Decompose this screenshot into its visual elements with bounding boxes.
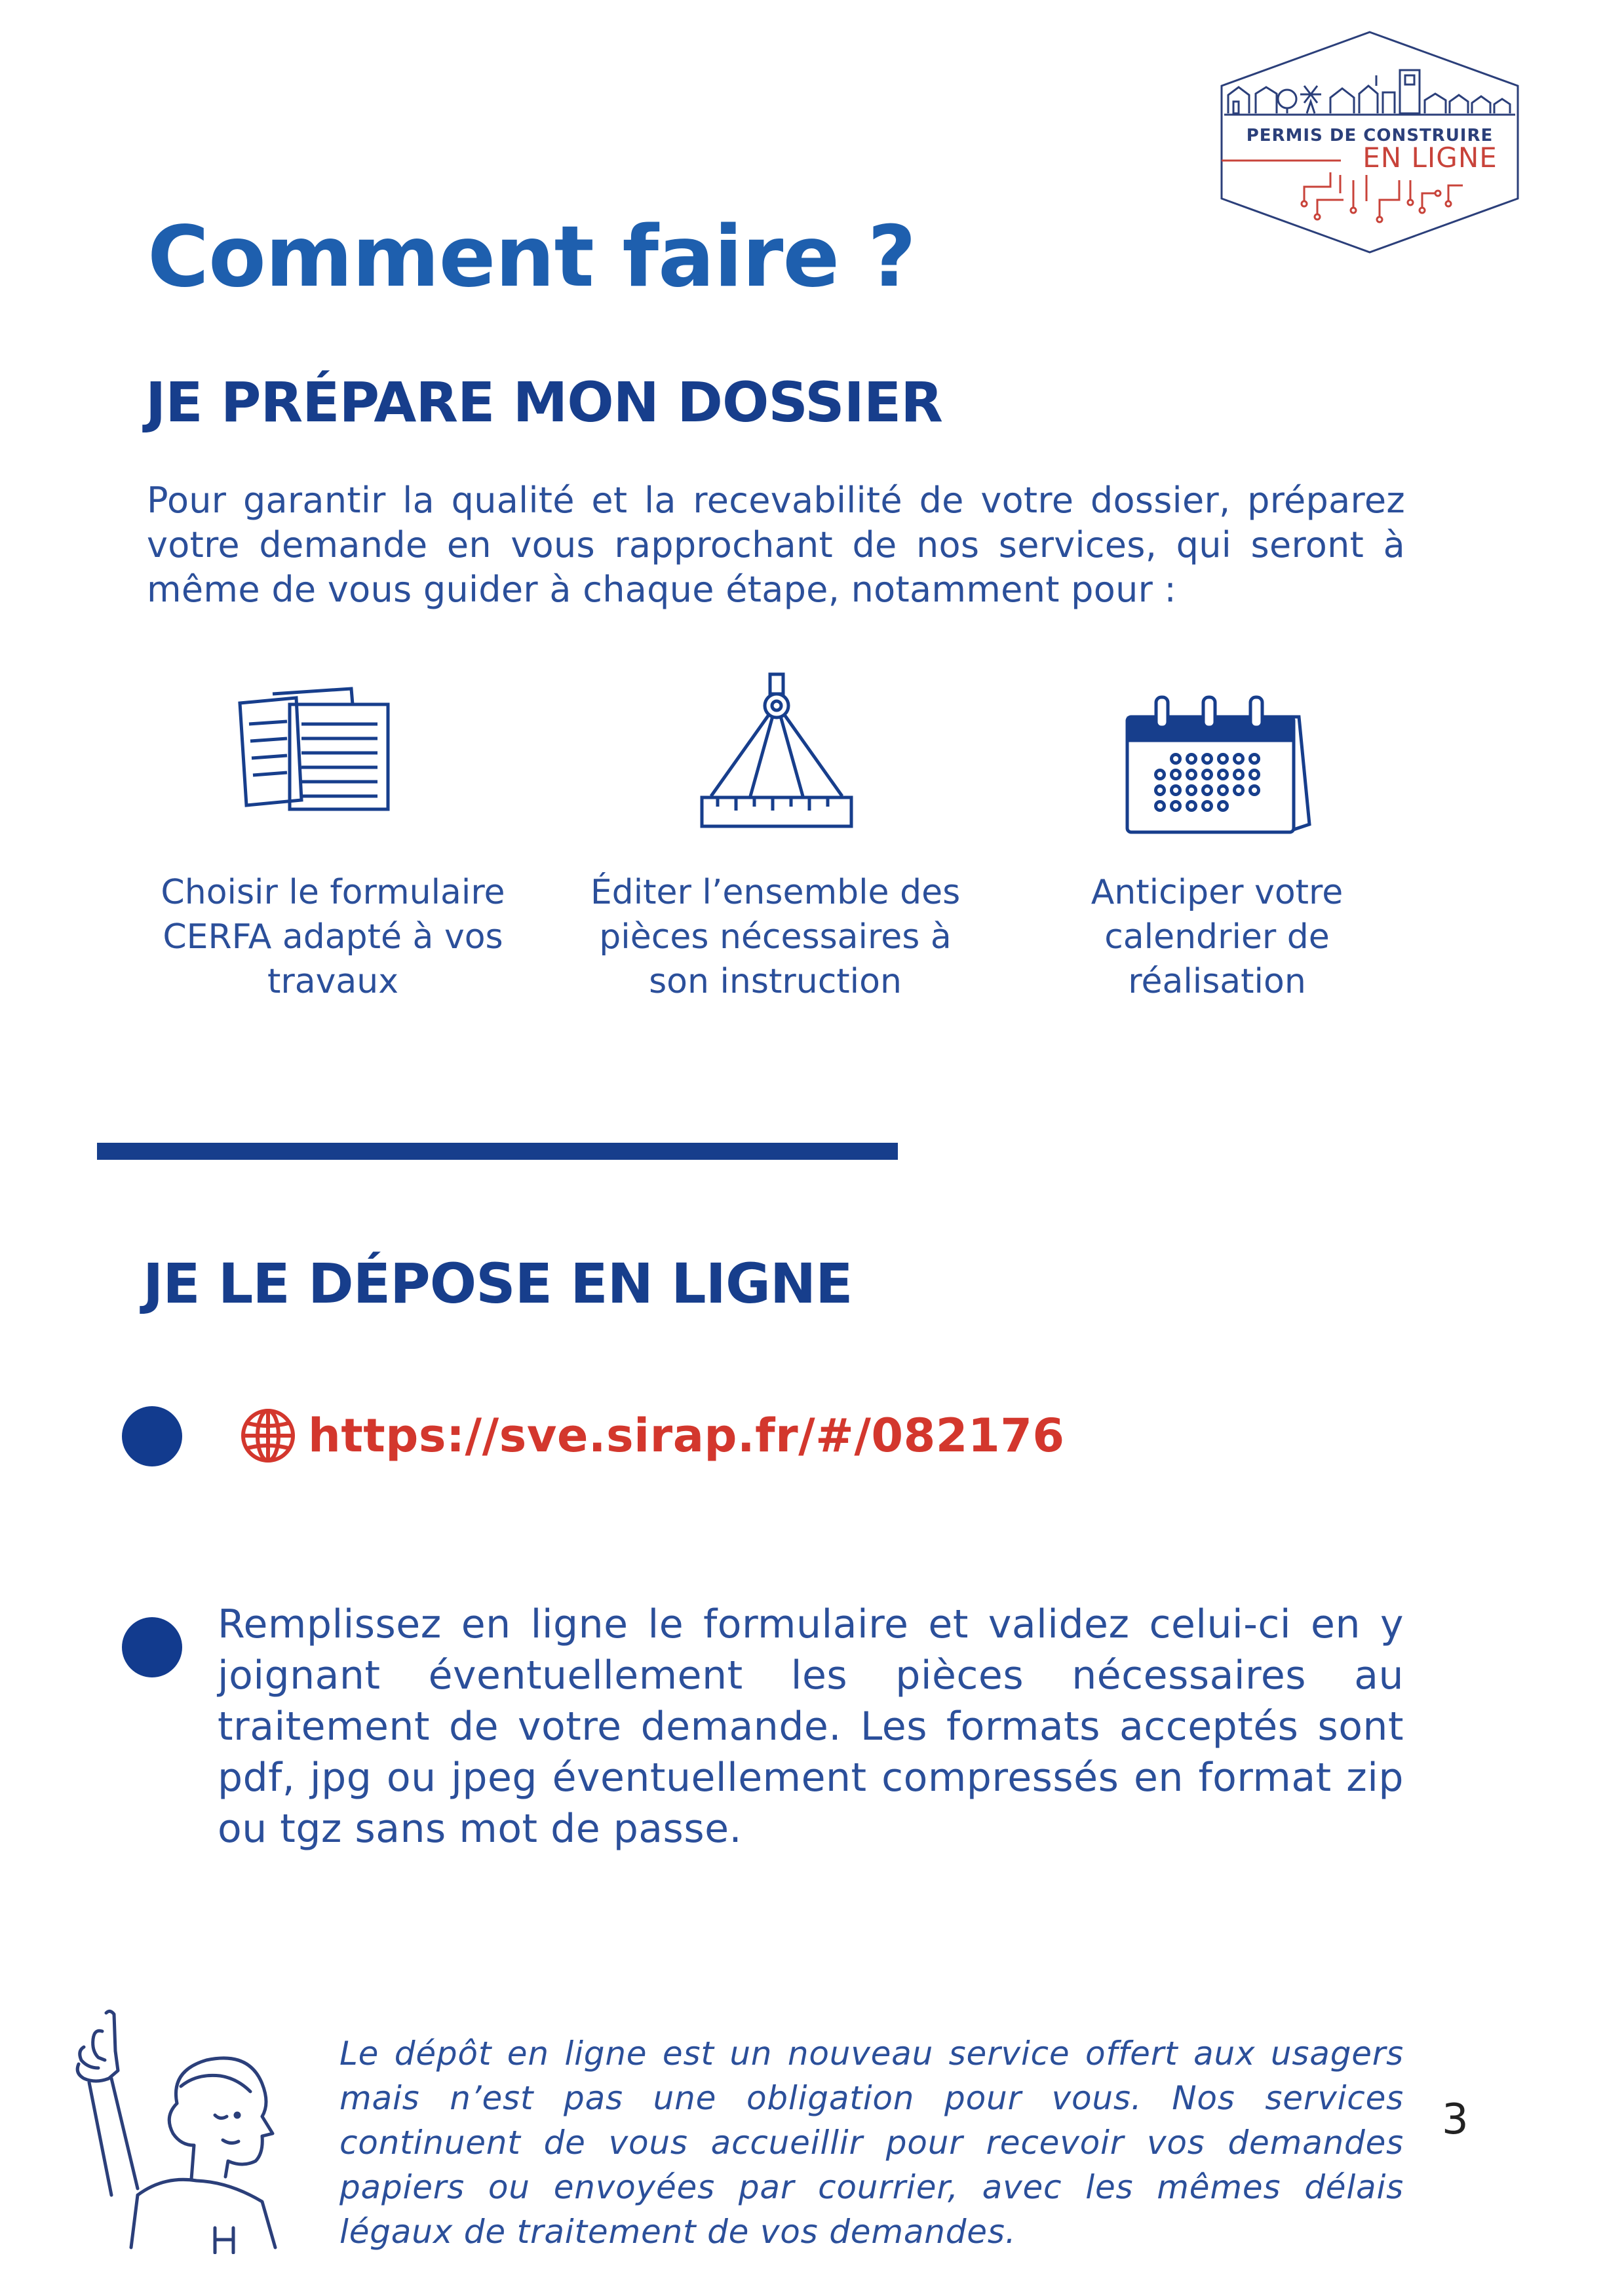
logo-line2: EN LIGNE [1363,142,1498,174]
online-deposit-link[interactable]: https://sve.sirap.fr/#/082176 [308,1409,1065,1463]
permis-en-ligne-logo [1219,29,1520,256]
page-title: Comment faire ? [147,208,916,306]
info-note: Le dépôt en ligne est un nouveau service offert aux usagers mais n’est pas une obligation pour vous. Nos services continuent de vous accueillir pour recevoir vos demandes papiers ou envoyées par courrier, avec les mêmes délais légaux de traitement de vos demandes. [339,2035,1404,2251]
bullet-point [122,1617,182,1677]
section-heading-deposit: JE LE DÉPOSE EN LIGNE [143,1252,853,1316]
logo-line1: PERMIS DE CONSTRUIRE [1246,126,1494,145]
compass-ruler-icon [698,672,855,835]
step-label-calendrier: Anticiper votre calendrier de réalisation [1091,873,1344,1001]
intro-paragraph: Pour garantir la qualité et la recevabilité de votre dossier, préparez votre demande en vous rapprochant de nos services, qui seront à même de vous guider à chaque étape, notamment pour : [147,480,1405,610]
bullet-point [122,1406,182,1466]
documents-icon [236,678,393,816]
page-number: 3 [1442,2095,1469,2144]
instructions-paragraph: Remplissez en ligne le formulaire et validez celui-ci en y joignant éventuellement les pièces nécessaires au traitement de votre demande. Les formats acceptés sont pdf, jpg ou jpeg éventuellement compressés en format zip ou tgz sans mot de passe. [218,1601,1404,1852]
section-heading-prepare: JE PRÉPARE MON DOSSIER [145,370,942,434]
calendar-icon [1122,693,1312,837]
section-divider [97,1143,898,1160]
step-label-cerfa: Choisir le formulaire CERFA adapté à vos travaux [161,873,505,1001]
link-row [240,1407,1065,1464]
person-pointing-icon [66,2005,301,2254]
globe-icon [240,1407,296,1464]
step-label-pieces: Éditer l’ensemble des pièces nécessaires à son instruction [590,873,961,1001]
